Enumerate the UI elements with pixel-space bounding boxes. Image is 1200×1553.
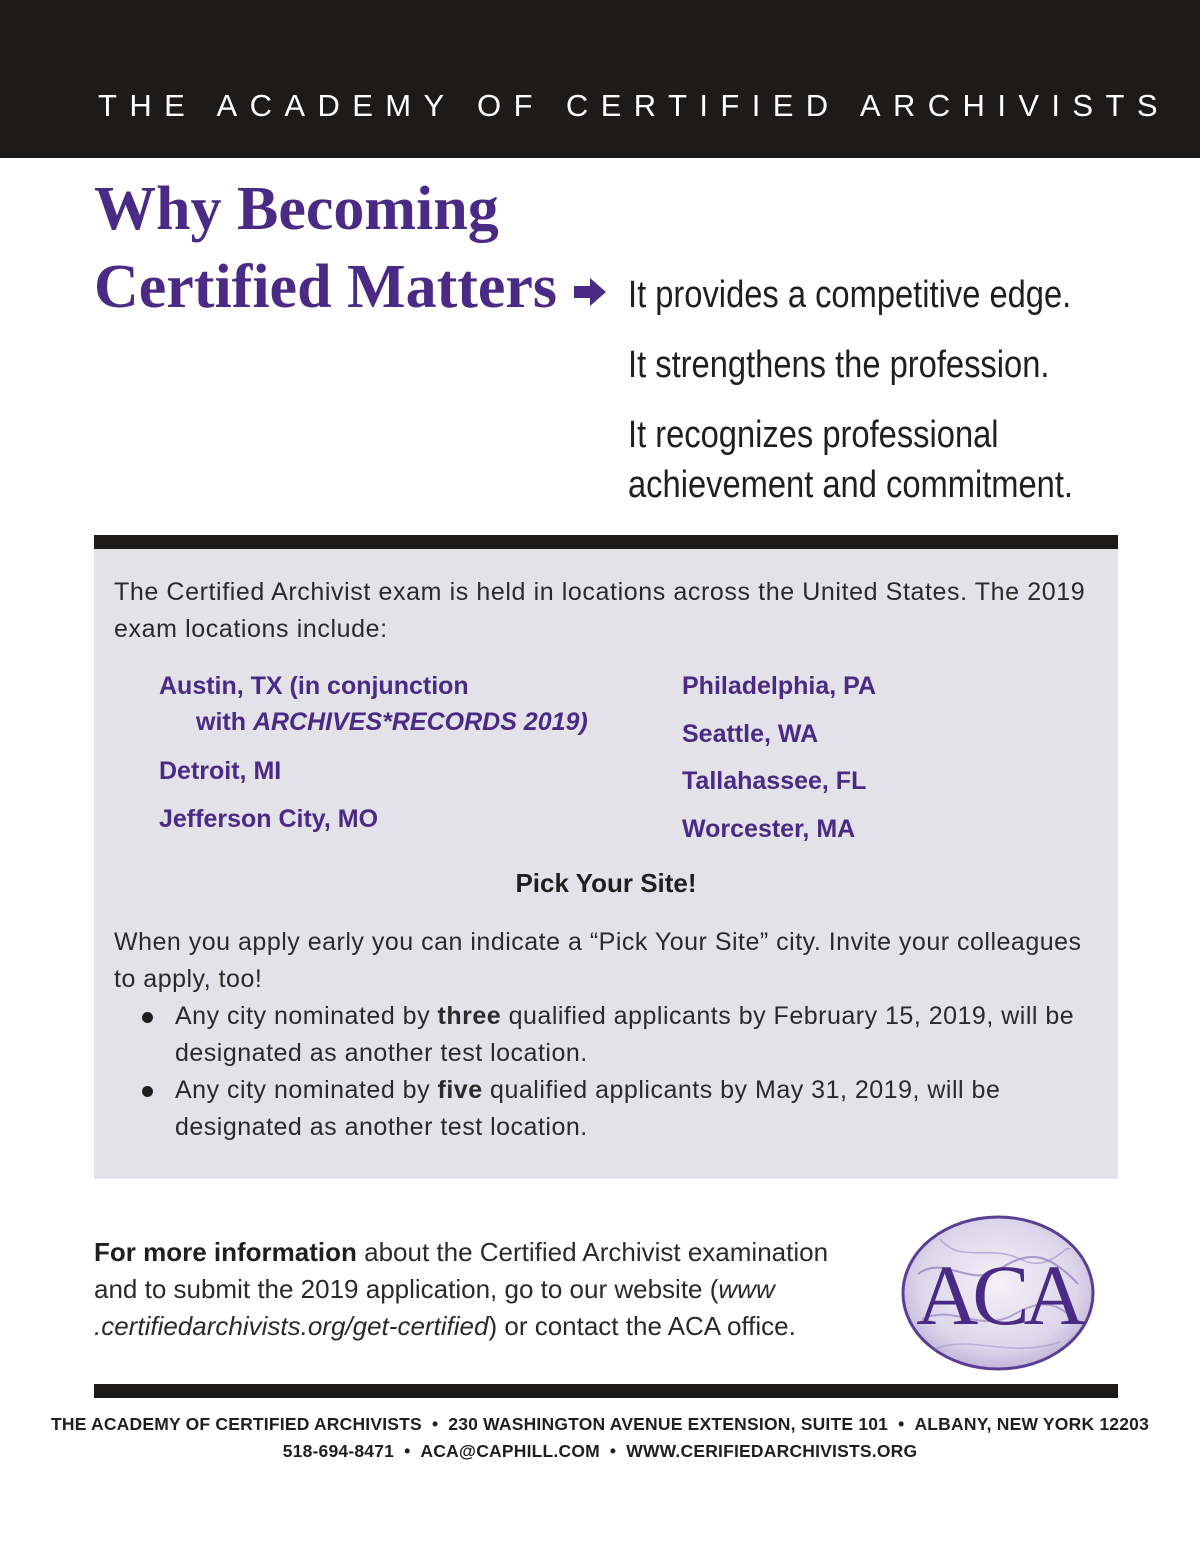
footer-separator: • <box>431 1414 439 1434</box>
more-info-lead: For more information <box>94 1237 357 1267</box>
footer-org: THE ACADEMY OF CERTIFIED ARCHIVISTS <box>50 1414 422 1434</box>
exam-intro: The Certified Archivist exam is held in locations across the United States. The 2019 exam locations include: <box>114 578 1086 643</box>
footer-email[interactable]: ACA@CAPHILL.COM <box>420 1441 600 1461</box>
pick-your-site-title: Pick Your Site! <box>515 868 697 898</box>
rule-text-after: qualified applicants by February 15, 2019, will be designated as another test location. <box>175 1002 1075 1067</box>
footer-address: 230 WASHINGTON AVENUE EXTENSION, SUITE 101 <box>448 1414 889 1434</box>
footer-contact-line <box>0 1441 1200 1462</box>
rule-count: five <box>437 1076 483 1104</box>
bullet-icon <box>142 1012 153 1023</box>
rule-text-after: qualified applicants by May 31, 2019, will be designated as another test location. <box>175 1076 1001 1141</box>
location-jefferson-city: Jefferson City, MO <box>159 805 379 833</box>
reason-competitive-edge: It provides a competitive edge. <box>628 274 1072 316</box>
location-worcester: Worcester, MA <box>682 815 856 843</box>
location-austin: Austin, TX (in conjunction <box>159 672 469 700</box>
reasons-list <box>628 270 1110 530</box>
divider-bottom <box>94 1384 1118 1398</box>
location-austin-with: with <box>196 708 253 736</box>
organization-name: THE ACADEMY OF CERTIFIED ARCHIVISTS <box>98 88 1170 123</box>
footer-separator: • <box>609 1441 617 1461</box>
headline-line-2: Certified Matters <box>94 253 558 321</box>
more-info-end: ) or contact the ACA office. <box>488 1311 796 1341</box>
headline-line-1: Why Becoming <box>94 175 499 243</box>
list-item <box>114 998 1104 1072</box>
footer-website[interactable]: WWW.CERIFIEDARCHIVISTS.ORG <box>626 1441 918 1461</box>
website-link[interactable]: www .certifiedarchivists.org/get-certified <box>94 1274 775 1341</box>
more-info-body: about the Certified Archivist examination and to submit the 2019 application, go to our website ( <box>94 1237 829 1304</box>
location-tallahassee: Tallahassee, FL <box>682 767 867 795</box>
footer-city: ALBANY, NEW YORK 12203 <box>914 1414 1150 1434</box>
divider-top <box>94 535 1118 549</box>
pick-your-site-text: When you apply early you can indicate a “Pick Your Site” city. Invite your colleagues to apply, too! <box>114 928 1082 993</box>
footer-address-line <box>0 1414 1200 1435</box>
more-info-text <box>94 1234 864 1345</box>
footer-separator: • <box>404 1441 411 1461</box>
arrow-right-icon <box>570 272 610 312</box>
bullet-icon <box>142 1086 153 1097</box>
footer-separator: • <box>898 1414 905 1434</box>
header-bar <box>0 0 1200 158</box>
rule-text-before: Any city nominated by <box>175 1076 438 1104</box>
location-austin-continuation <box>196 708 588 737</box>
nomination-rules <box>114 998 1104 1146</box>
reason-strengthens-profession: It strengthens the profession. <box>628 344 1050 386</box>
location-seattle: Seattle, WA <box>682 720 819 748</box>
location-philadelphia: Philadelphia, PA <box>682 672 877 700</box>
headline <box>94 170 557 326</box>
reason-recognizes-achievement: It recognizes professional achievement and commitment. <box>628 414 1074 506</box>
rule-text-before: Any city nominated by <box>175 1002 438 1030</box>
aca-seal-logo <box>900 1214 1096 1372</box>
location-detroit: Detroit, MI <box>159 757 282 785</box>
rule-count: three <box>437 1002 502 1030</box>
location-austin-event: ARCHIVES*RECORDS 2019) <box>252 708 588 736</box>
footer-phone: 518-694-8471 <box>282 1441 395 1461</box>
logo-text: ACA <box>916 1247 1080 1343</box>
list-item <box>114 1072 1104 1146</box>
